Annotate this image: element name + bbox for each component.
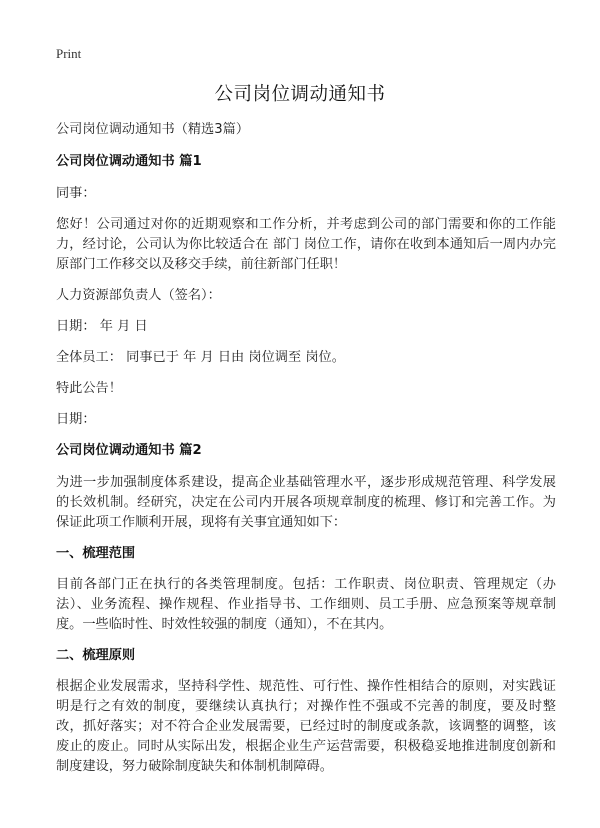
article-2-intro: 为进一步加强制度体系建设，提高企业基础管理水平，逐步形成规范管理、科学发展的长效机制。经研究，决定在公司内开展各项规章制度的梳理、修订和完善工作。为保证此项工作顺利开展，现将有关事宜通知如下：: [56, 475, 556, 530]
document-subtitle: 公司岗位调动通知书（精选3篇）: [56, 122, 250, 137]
print-link[interactable]: Print: [56, 46, 82, 61]
document-body: [56, 120, 556, 788]
article-1-date: 日期： 年 月 日: [56, 319, 148, 334]
section-2-heading: 二、梳理原则: [56, 648, 136, 663]
page-title: 公司岗位调动通知书: [214, 84, 386, 105]
article-1-signer: 人力资源部负责人（签名）：: [56, 288, 221, 303]
section-1-body: 目前各部门正在执行的各类管理制度。包括：工作职责、岗位职责、管理规定（办法）、业务流程、操作规程、作业指导书、工作细则、员工手册、应急预案等规章制度。一些临时性、时效性较强的制度（通知），不在其内。: [56, 577, 556, 632]
article-1-notice: 全体员工： 同事已于 年 月 日由 岗位调至 岗位。: [56, 350, 345, 365]
article-1-heading: 公司岗位调动通知书 篇1: [56, 154, 202, 169]
article-1-greeting: 同事：: [56, 186, 96, 201]
article-1-body: 您好！公司通过对你的近期观察和工作分析，并考虑到公司的部门需要和你的工作能力，经讨论，公司认为你比较适合在 部门 岗位工作，请你在收到本通知后一周内办完原部门工作移交以及移交手续，前往新部门任职！: [56, 217, 556, 272]
article-1-date-2: 日期：: [56, 412, 96, 427]
section-2-body: 根据企业发展需求，坚持科学性、规范性、可行性、操作性相结合的原则，对实践证明是行之有效的制度，要继续认真执行；对操作性不强或不完善的制度，要及时整改，抓好落实；对不符合企业发展需要，已经过时的制度或条款，该调整的调整，该废止的废止。同时从实际出发，根据企业生产运营需要，积极稳妥地推进制度创新和制度建设，努力破除制度缺失和体制机制障碍。: [56, 679, 556, 774]
article-2-heading: 公司岗位调动通知书 篇2: [56, 443, 202, 458]
section-1-heading: 一、梳理范围: [56, 546, 136, 561]
article-1-announce: 特此公告！: [56, 381, 122, 396]
